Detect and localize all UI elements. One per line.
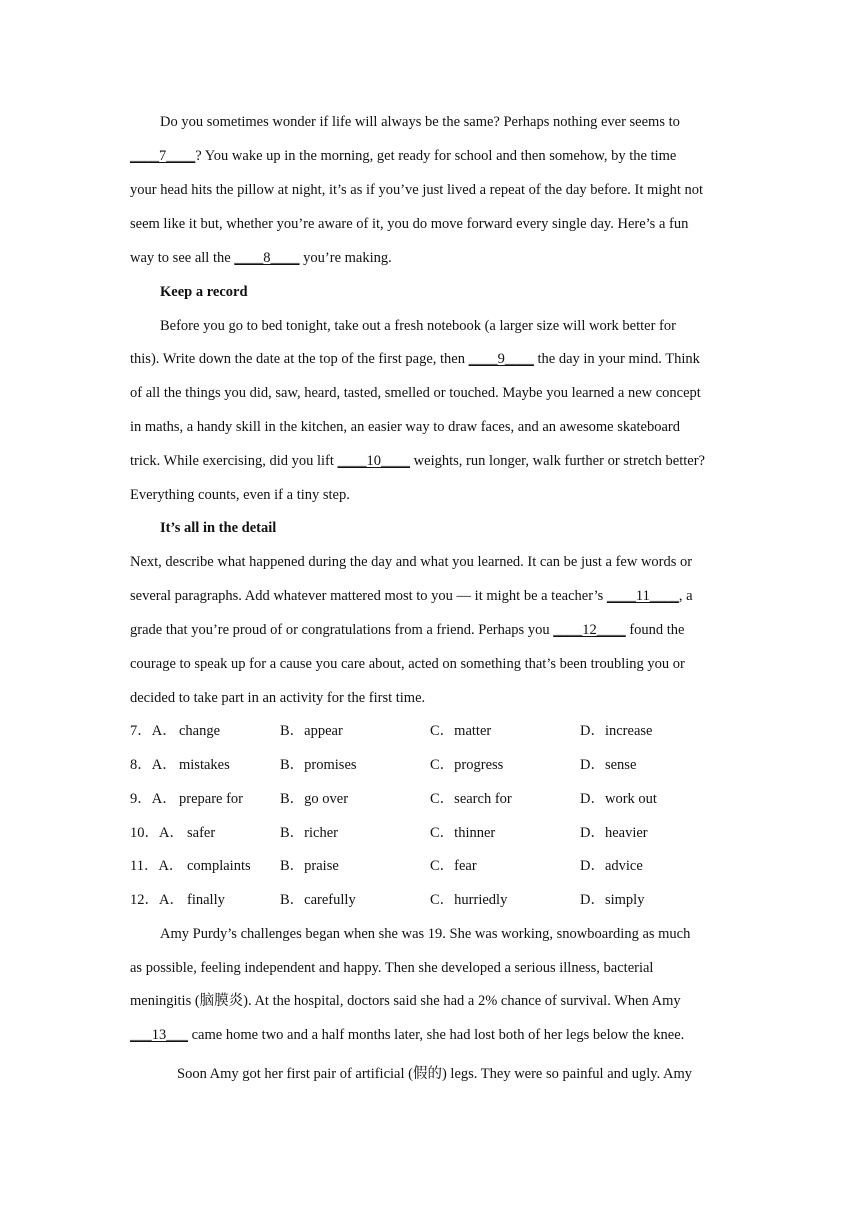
option-c[interactable]: C．search for (430, 791, 512, 807)
paragraph-line: Amy Purdy’s challenges began when she was 19. She was working, snowboarding as much (160, 926, 691, 942)
paragraph-line: ___13___ came home two and a half months later, she had lost both of her legs below the knee. (130, 1027, 685, 1043)
question-number: 9．A． (130, 791, 177, 807)
blank-11[interactable]: ____11____ (606, 588, 679, 604)
section-heading: Keep a record (160, 284, 248, 300)
option-b[interactable]: B．promises (280, 757, 357, 773)
option-a[interactable]: change (179, 723, 221, 739)
option-d[interactable]: D．advice (580, 858, 643, 874)
option-d[interactable]: D．work out (580, 791, 657, 807)
option-b[interactable]: B．richer (280, 825, 338, 841)
paragraph-line: in maths, a handy skill in the kitchen, an easier way to draw faces, and an awesome skateboard (130, 419, 681, 435)
option-d[interactable]: D．heavier (580, 825, 648, 841)
paragraph-line: meningitis (脑膜炎). At the hospital, doctors said she had a 2% chance of survival. When Amy (130, 993, 681, 1009)
question-number: 8．A． (130, 757, 177, 773)
option-a[interactable]: complaints (187, 858, 251, 874)
option-a[interactable]: prepare for (179, 791, 243, 807)
paragraph-line: ____7____? You wake up in the morning, get ready for school and then somehow, by the time (130, 148, 677, 164)
blank-7[interactable]: ____7____ (130, 148, 196, 164)
question-number: 11．A． (130, 858, 184, 874)
option-a[interactable]: finally (187, 892, 225, 908)
paragraph-line: Soon Amy got her first pair of artificial (假的) legs. They were so painful and ugly. Amy (177, 1066, 693, 1082)
paragraph-line: seem like it but, whether you’re aware of it, you do move forward every single day. Here’s a fun (130, 216, 689, 232)
option-c[interactable]: C．thinner (430, 825, 496, 841)
blank-13[interactable]: ___13___ (130, 1027, 188, 1043)
option-b[interactable]: B．go over (280, 791, 349, 807)
option-a[interactable]: mistakes (179, 757, 230, 773)
paragraph-line: Everything counts, even if a tiny step. (130, 487, 350, 503)
blank-12[interactable]: ____12____ (553, 622, 626, 638)
option-d[interactable]: D．simply (580, 892, 645, 908)
option-b[interactable]: B．carefully (280, 892, 356, 908)
option-d[interactable]: D．sense (580, 757, 637, 773)
paragraph-line: decided to take part in an activity for the first time. (130, 690, 426, 706)
option-a[interactable]: safer (187, 825, 216, 841)
section-heading: It’s all in the detail (160, 520, 277, 536)
paragraph-line: this). Write down the date at the top of the first page, then ____9____ the day in your mind. Think (130, 351, 700, 367)
paragraph-line: grade that you’re proud of or congratulations from a friend. Perhaps you ____12____ found the (130, 622, 685, 638)
blank-10[interactable]: ____10____ (337, 453, 411, 469)
option-c[interactable]: C．progress (430, 757, 504, 773)
option-d[interactable]: D．increase (580, 723, 653, 739)
paragraph-line: way to see all the ____8____ you’re making. (130, 250, 392, 266)
question-number: 10．A． (130, 825, 184, 841)
paragraph-line: Next, describe what happened during the day and what you learned. It can be just a few words or (130, 554, 693, 570)
option-b[interactable]: B．appear (280, 723, 343, 739)
blank-8[interactable]: ____8____ (234, 250, 300, 266)
paragraph-line: of all the things you did, saw, heard, tasted, smelled or touched. Maybe you learned a new concept (130, 385, 701, 401)
question-number: 12．A． (130, 892, 184, 908)
paragraph-line: courage to speak up for a cause you care about, acted on something that’s been troubling you or (130, 656, 685, 672)
paragraph-line: several paragraphs. Add whatever mattered most to you — it might be a teacher’s ____11____, a (130, 588, 693, 604)
question-number: 7．A． (130, 723, 177, 739)
paragraph-line: as possible, feeling independent and happy. Then she developed a serious illness, bacterial (130, 960, 654, 976)
paragraph-line: Do you sometimes wonder if life will always be the same? Perhaps nothing ever seems to (160, 114, 680, 130)
option-c[interactable]: C．matter (430, 723, 492, 739)
paragraph-line: trick. While exercising, did you lift ____10____ weights, run longer, walk further or stretch better? (130, 453, 705, 469)
paragraph-line: your head hits the pillow at night, it’s as if you’ve just lived a repeat of the day before. It might not (130, 182, 704, 198)
option-c[interactable]: C．fear (430, 858, 477, 874)
option-c[interactable]: C．hurriedly (430, 892, 508, 908)
option-b[interactable]: B．praise (280, 858, 339, 874)
paragraph-line: Before you go to bed tonight, take out a fresh notebook (a larger size will work better for (160, 318, 676, 334)
blank-9[interactable]: ____9____ (468, 351, 534, 367)
